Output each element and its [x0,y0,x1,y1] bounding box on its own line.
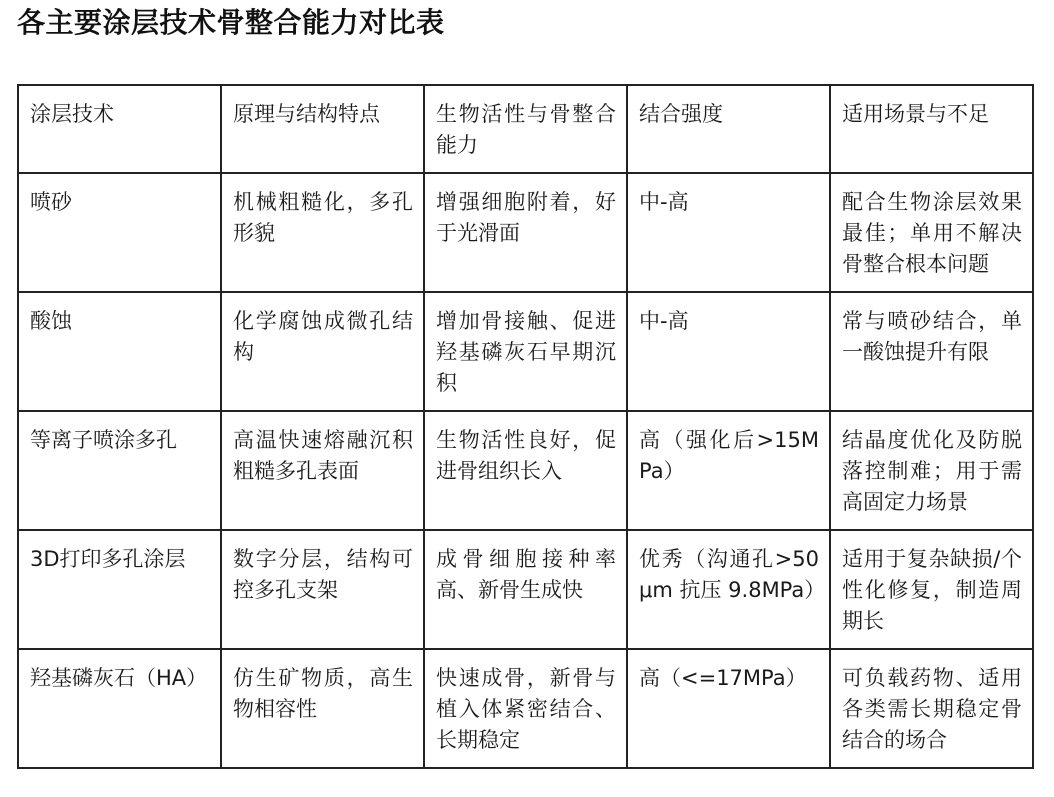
cell-bond-strength: 高（<=17MPa） [627,649,830,768]
cell-principle-structure: 高温快速熔融沉积粗糙多孔表面 [221,411,424,530]
cell-bond-strength: 高（强化后>15MPa） [627,411,830,530]
cell-scenarios-limitations: 配合生物涂层效果最佳；单用不解决骨整合根本问题 [830,173,1033,292]
cell-bond-strength: 优秀（沟通孔>50μm 抗压 9.8MPa） [627,530,830,649]
header-bond-strength: 结合强度 [627,85,830,173]
table-row [18,292,1033,411]
table-row [18,530,1033,649]
cell-coating-technology: 3D打印多孔涂层 [18,530,221,649]
header-bioactivity-osseointegration: 生物活性与骨整合能力 [424,85,627,173]
page-title: 各主要涂层技术骨整合能力对比表 [17,6,445,39]
table-header-row [18,85,1033,173]
comparison-table [17,84,1034,769]
cell-scenarios-limitations: 结晶度优化及防脱落控制难；用于需高固定力场景 [830,411,1033,530]
table-row [18,411,1033,530]
cell-bioactivity: 快速成骨，新骨与植入体紧密结合、长期稳定 [424,649,627,768]
header-coating-technology: 涂层技术 [18,85,221,173]
header-scenarios-limitations: 适用场景与不足 [830,85,1033,173]
cell-coating-technology: 等离子喷涂多孔 [18,411,221,530]
header-principle-structure: 原理与结构特点 [221,85,424,173]
table-row [18,649,1033,768]
cell-principle-structure: 机械粗糙化，多孔形貌 [221,173,424,292]
table-row [18,173,1033,292]
cell-scenarios-limitations: 适用于复杂缺损/个性化修复，制造周期长 [830,530,1033,649]
cell-scenarios-limitations: 常与喷砂结合，单一酸蚀提升有限 [830,292,1033,411]
cell-bond-strength: 中-高 [627,292,830,411]
cell-bioactivity: 生物活性良好，促进骨组织长入 [424,411,627,530]
cell-bond-strength: 中-高 [627,173,830,292]
cell-principle-structure: 数字分层，结构可控多孔支架 [221,530,424,649]
cell-bioactivity: 增加骨接触、促进羟基磷灰石早期沉积 [424,292,627,411]
cell-principle-structure: 化学腐蚀成微孔结构 [221,292,424,411]
cell-bioactivity: 增强细胞附着，好于光滑面 [424,173,627,292]
cell-coating-technology: 羟基磷灰石（HA） [18,649,221,768]
cell-coating-technology: 酸蚀 [18,292,221,411]
cell-bioactivity: 成骨细胞接种率高、新骨生成快 [424,530,627,649]
cell-coating-technology: 喷砂 [18,173,221,292]
cell-principle-structure: 仿生矿物质，高生物相容性 [221,649,424,768]
cell-scenarios-limitations: 可负载药物、适用各类需长期稳定骨结合的场合 [830,649,1033,768]
